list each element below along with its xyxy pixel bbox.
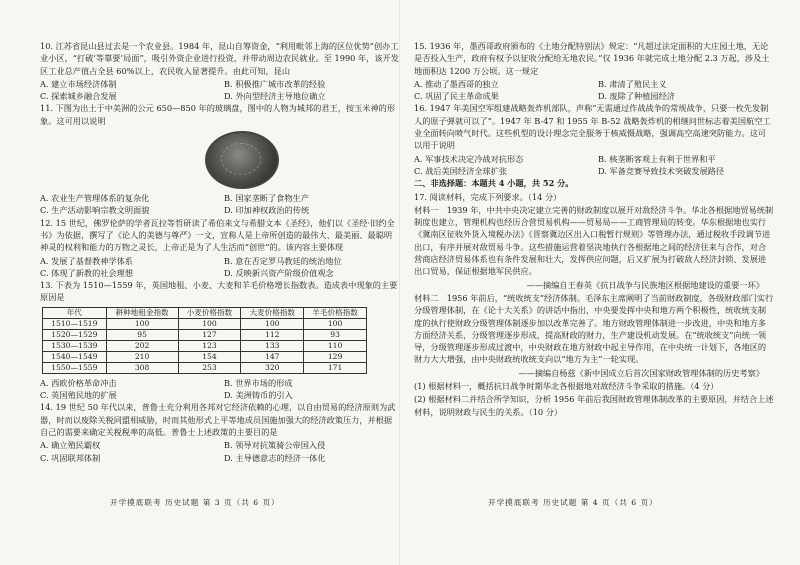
option-c: C. 英国殖民地的扩展	[40, 390, 117, 401]
option-b: B. 肃清了殖民主义	[598, 78, 667, 89]
table-cell: 253	[178, 362, 241, 373]
option-a: A. 建立市场经济体制	[40, 78, 117, 89]
options	[40, 78, 400, 103]
table-row	[43, 318, 367, 329]
table-cell: 202	[106, 340, 178, 351]
options	[40, 377, 400, 402]
option-d: D. 反映新兴资产阶级价值观念	[224, 267, 334, 278]
question-17-intro: 17. 阅读材料，完成下列要求。（14 分）	[414, 191, 562, 202]
table-cell: 154	[178, 351, 241, 362]
question-stem: 14. 19 世纪 50 年代以来，普鲁士充分利用各邦对它经济依赖的心理，以自由贸易的经济原则为武器，时而以废除关税同盟相威胁，时而其他形式上平等地成员国施加强大的经济政策压力，并根据自己的需要来确定关税税率的高低。普鲁士上述政策的主要目的是	[40, 402, 396, 437]
option-a: A. 西欧价格革命冲击	[40, 377, 117, 388]
option-d: D. 废除了种植园经济	[598, 91, 675, 102]
option-a: A. 推动了墨西哥的独立	[414, 78, 499, 89]
option-d: D. 外向型经济主导地位确立	[224, 91, 326, 102]
material-2-source: ——摘编自杨兹《新中国成立后首次国家财政管理体制的历史考察》	[518, 367, 764, 378]
table-cell: 210	[106, 351, 178, 362]
option-b: B. 核垄断客观上有利于世界和平	[598, 153, 716, 164]
option-c: C. 巩固联邦体制	[40, 452, 101, 463]
options	[40, 439, 400, 464]
question-13	[40, 279, 400, 401]
question-12	[40, 217, 400, 279]
options	[40, 255, 400, 280]
requirement-1: (1) 根据材料一，概括抗日战争时期华北各根据地对敌经济斗争采取的措施。（4 分）	[414, 381, 719, 392]
column-header: 年代	[43, 307, 107, 318]
table-cell: 133	[241, 340, 304, 351]
table-cell: 110	[304, 340, 367, 351]
option-b: B. 意在否定罗马教廷的统治地位	[224, 255, 342, 266]
column-header: 小麦价格指数	[178, 307, 241, 318]
option-c: C. 体现了新教的社会理想	[40, 267, 134, 278]
option-c: C. 生产活动影响宗教文明面貌	[40, 205, 150, 216]
option-d: D. 印加神权政治的传统	[224, 205, 310, 216]
option-b: B. 领导对抗策骑公帝国入侵	[224, 440, 326, 451]
options	[40, 192, 400, 217]
section-heading: 二、非选择题：本题共 4 小题，共 52 分。	[414, 178, 574, 189]
option-b: B. 积极推广城市改革的经验	[224, 78, 326, 89]
question-stem: 12. 15 世纪，佛罗伦萨的学者瓦拉等哲研读了希伯来文与希腊文本《圣经》，他们以《圣经·旧约全书》为依据，撰写了《论人的美德与尊严》一文，宣称人是上帝所创造的最伟大、最美丽、最聪明神灵的权利和能力的万物之灵长，上帝正是为了人生活而“创世”的。该内容主要体现	[40, 217, 395, 253]
table-cell: 1550—1559	[43, 362, 107, 373]
table-cell: 93	[304, 329, 367, 340]
question-10	[40, 40, 400, 102]
table-cell: 100	[241, 318, 304, 329]
option-a: A. 发展了基督教神学体系	[40, 255, 133, 266]
question-stem: 16. 1947 年美国空军组建战略轰炸机部队，声称“无需通过作战战争的常规战争，只要一枚先发制人的原子弹就可以了”。1947 年 B-47 和 1955 年 B-52 战略轰炸机的相继问世标志着美国航空工业全面转向喷气时代。这些机型的设计理念完全服务于核威慑战略，强调高空高速突防能力。这可以用于说明	[414, 103, 771, 151]
table-row	[43, 340, 367, 351]
table-cell: 129	[304, 351, 367, 362]
table-row	[43, 362, 367, 373]
option-d: D. 军备竞赛导致技术突破发展路径	[598, 165, 725, 176]
table-cell: 1520—1529	[43, 329, 107, 340]
price-index-table	[42, 307, 367, 374]
page-footer-left: 开学摸底联考 历史试题 第 3 页（共 6 页）	[110, 498, 280, 507]
question-stem: 11. 下图为出土于中美洲的公元 650—850 年的玻璃盘，图中的人物为城邦的君王，按玉米神的形象。这可用以说明	[40, 103, 396, 126]
table-cell: 100	[304, 318, 367, 329]
question-15	[414, 40, 774, 102]
question-stem: 15. 1936 年，墨西哥政府颁布的《土地分配特别法》规定：“凡超过法定面积的大庄园土地，无论是否投入生产，政府有权予以征收分配给无地农民。”仅 1936 年就完成土地分配 2.3 万起，涉及土地面积达 1200 万公顷。这一规定	[414, 41, 770, 76]
page-footer-right: 开学摸底联考 历史试题 第 4 页（共 6 页）	[488, 498, 658, 507]
question-stem: 10. 江苏省昆山县过去是一个农业县。1984 年，昆山自筹资金，“利用毗邻上海的区位优势”创办工业小区，“打破‘等靠要’局面”，吸引外资企业进行投资，并带动周边农民就业。至 1990 年，该开发区工业总产值占全县 60%以上，农民收入显著提升。由此可知，昆山	[40, 41, 399, 76]
question-16	[414, 102, 774, 177]
option-c: C. 探索城乡融合发展	[40, 91, 117, 102]
options	[414, 78, 774, 103]
option-d: D. 主导德意志的经济一体化	[224, 452, 326, 463]
option-c: C. 巩固了民主革命成果	[414, 91, 499, 102]
option-b: B. 世界市场的形成	[224, 377, 293, 388]
column-header: 羊毛价格指数	[304, 307, 367, 318]
table-cell: 127	[178, 329, 241, 340]
table-cell: 147	[241, 351, 304, 362]
question-stem: 13. 下表为 1510—1559 年，英国地租、小麦、大麦和羊毛价格增长指数表。造成表中现象的主要原因是	[40, 280, 398, 303]
question-11	[40, 102, 400, 216]
table-cell: 171	[304, 362, 367, 373]
material-1-source: ——摘编自王春英《抗日战争与民族地区根据地建设的重要一环》	[526, 279, 764, 290]
table-cell: 112	[241, 329, 304, 340]
option-a: A. 农业生产管理体系的复杂化	[40, 193, 150, 204]
question-14	[40, 401, 400, 463]
table-cell: 308	[106, 362, 178, 373]
table-cell: 1530—1539	[43, 340, 107, 351]
table-header-row	[43, 307, 367, 318]
option-d: D. 美洲铸币的引入	[224, 390, 293, 401]
table-cell: 123	[178, 340, 241, 351]
options	[414, 153, 774, 178]
column-header: 大麦价格指数	[241, 307, 304, 318]
table-row	[43, 329, 367, 340]
page-4	[414, 40, 774, 419]
table-cell: 320	[241, 362, 304, 373]
glass-plate-image	[205, 131, 279, 189]
table-cell: 100	[178, 318, 241, 329]
option-a: A. 确立殖民霸权	[40, 440, 101, 451]
option-b: B. 国家垄断了食物生产	[224, 193, 309, 204]
material-1: 材料一 1939 年，中共中央决定建立完善的财政制度以展开对敌经济斗争。华北各根据地贸易统制制度也建立，管理机构也经历合营贸易机构——贸易局——工商管理局的转变。华东根据地也实行《冀南区征收外货入境税办法》《晋察冀边区出入口税暂行规则》等管理办法，通过税收手段调节进出口，有序并展对敌贸易斗争。这些措施运营着坚决地执行各根据地之间的经济往来与合作，对合营商店经济贸易体系也有条件发展和壮大，发挥供应问题，后又扩展为打破敌人经济封锁、发展进出口贸易，保证根据地军民供应。	[414, 204, 774, 277]
table-cell: 100	[106, 318, 178, 329]
option-a: A. 军事技术决定冷战对抗形态	[414, 153, 524, 164]
page-3	[40, 40, 400, 464]
column-header: 耕种地租金指数	[106, 307, 178, 318]
option-c: C. 战后美国经济全球扩张	[414, 165, 508, 176]
table-row	[43, 351, 367, 362]
table-cell: 95	[106, 329, 178, 340]
table-cell: 1510—1519	[43, 318, 107, 329]
table-cell: 1540—1549	[43, 351, 107, 362]
requirement-2: (2) 根据材料二并结合所学知识，分析 1956 年前后我国财政管理体制改革的主要原因，并结合上述材料，说明财政与民生的关系。（10 分）	[414, 394, 774, 417]
material-2: 材料二 1956 年前后，“统收统支”经济体制。毛泽东主席阐明了当前财政制度，各级财政部门实行分级管理体制，在《论十大关系》的讲话中指出，中央要发挥中央和地方两个积极性，统收统支制度的执行使财政分级管理体制逐步加以改革完善了。地方财政管理体制进一步改进，中央和地方多方面经济关系，分级管理逐步形成，提高财政的财力，生产建设机动发展。在“统收统支”向统一领导，分级管理逐步形成过渡中，中央财政在地方财政中起主导作用，在中央统一计划下，各地区的财力大大增强，由中央财政统收统支向以“地方为主”一轮实现。	[414, 292, 774, 365]
